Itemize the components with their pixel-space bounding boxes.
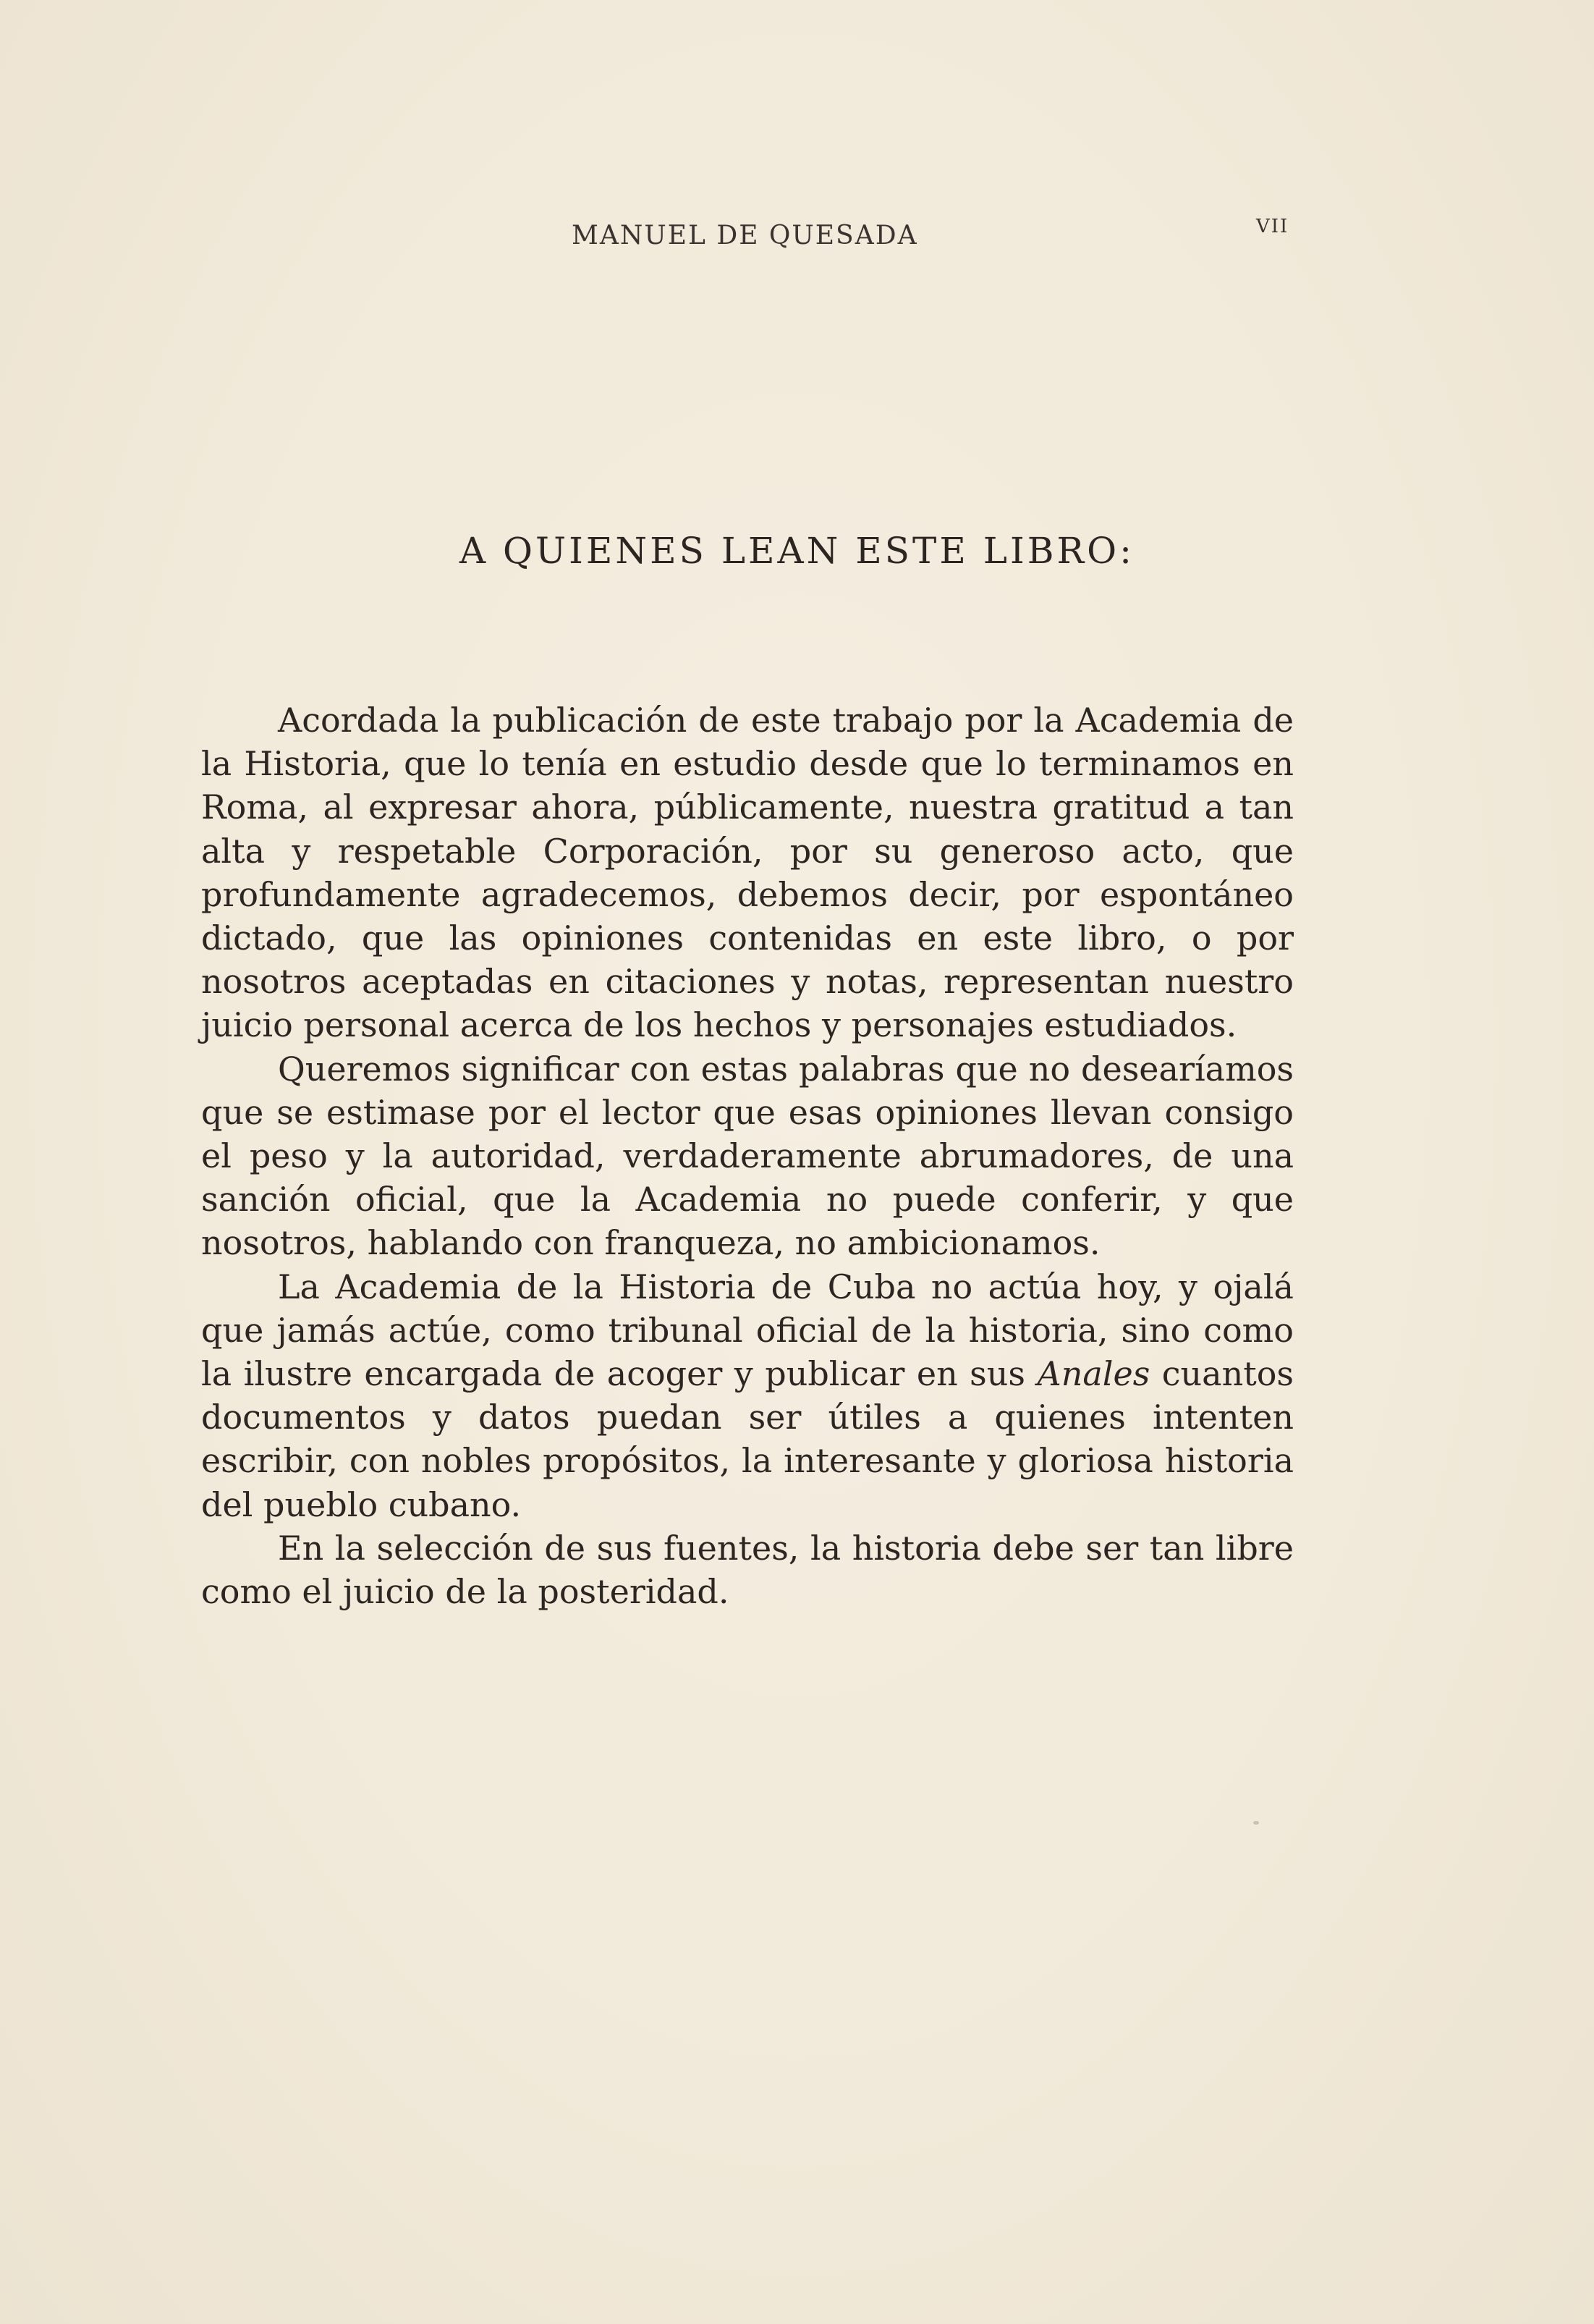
paragraph-2: Queremos significar con estas palabras que no desearíamos que se estimase por el lector que esas opiniones llevan consigo el peso y la autoridad, verdaderamente abrumadores, de una sanción oficial, que la Academia no puede conferir, y que nosotros, hablando con franqueza, no ambicionamos.	[201, 1049, 1294, 1263]
page-number: VII	[1256, 216, 1289, 237]
paragraph-1: Acordada la publicación de este trabajo por la Academia de la Historia, que lo tenía en estudio desde que lo terminamos en Roma, al expresar ahora, públicamente, nuestra gratitud a tan alta y respetable Corporación, por su generoso acto, que profundamente agradecemos, debemos decir, por espontáneo dictado, que las opiniones contenidas en este libro, o por nosotros aceptadas en citaciones y notas, representan nuestro juicio personal acerca de los hechos y personajes estudiados.	[201, 701, 1294, 1045]
anales-italic: Anales	[1037, 1354, 1150, 1394]
paragraph-3-text-after: cuantos documentos y datos puedan ser útiles a quienes intenten escribir, con nobles propósitos, la interesante y gloriosa historia del pueblo cubano.	[201, 1354, 1294, 1524]
paper-speck	[1253, 1821, 1259, 1825]
section-title: A QUIENES LEAN ESTE LIBRO:	[459, 530, 1135, 572]
paragraph-4: En la selección de sus fuentes, la historia debe ser tan libre como el juicio de la posteridad.	[201, 1528, 1294, 1612]
body-text	[201, 698, 1294, 1613]
running-head: MANUEL DE QUESADA	[572, 221, 918, 250]
paragraph-3	[201, 1265, 1294, 1526]
paragraph-3-text-before: La Academia de la Historia de Cuba no actúa hoy, y ojalá que jamás actúe, como tribunal oficial de la historia, sino como la ilustre encargada de acoger y publicar en sus	[201, 1267, 1294, 1394]
